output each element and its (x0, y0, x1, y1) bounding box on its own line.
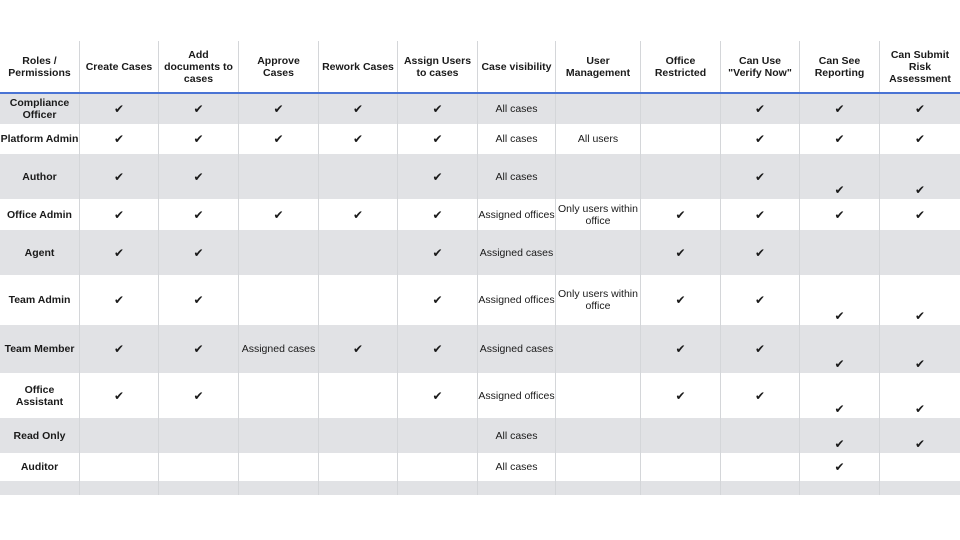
checkmark-icon: ✔ (398, 154, 478, 199)
checkmark-icon: ✔ (319, 94, 398, 124)
table-cell (641, 453, 721, 481)
checkmark-icon: ✔ (914, 102, 926, 116)
checkmark-icon: ✔ (721, 199, 800, 230)
checkmark-icon: ✔ (800, 373, 880, 418)
table-row (0, 230, 960, 275)
checkmark-icon: ✔ (398, 124, 478, 154)
role-name: Office Assistant (0, 373, 80, 418)
table-cell: All cases (478, 453, 556, 481)
table-row (0, 325, 960, 373)
table-cell (239, 230, 319, 275)
checkmark-icon: ✔ (800, 275, 880, 325)
table-cell (239, 275, 319, 325)
table-cell (641, 418, 721, 453)
table-row (0, 275, 960, 325)
table-row (0, 373, 960, 418)
table-cell (239, 418, 319, 453)
table-cell (556, 418, 641, 453)
table-cell (239, 154, 319, 199)
table-cell (319, 418, 398, 453)
table-row (0, 418, 960, 453)
table-cell: Assigned cases (239, 325, 319, 373)
checkmark-icon: ✔ (239, 94, 319, 124)
checkmark-icon: ✔ (398, 230, 478, 275)
table-cell: Assigned cases (478, 230, 556, 275)
table-cell (800, 481, 880, 495)
table-cell (721, 453, 800, 481)
column-header: Approve Cases (239, 41, 319, 92)
table-cell (159, 481, 239, 495)
role-name: Read Only (0, 418, 80, 453)
table-cell (721, 481, 800, 495)
table-cell (880, 481, 960, 495)
table-cell (398, 453, 478, 481)
checkmark-icon: ✔ (398, 325, 478, 373)
checkmark-icon: ✔ (159, 275, 239, 325)
checkmark-icon: ✔ (80, 230, 159, 275)
checkmark-icon: ✔ (80, 94, 159, 124)
table-cell (159, 453, 239, 481)
table-cell (641, 154, 721, 199)
table-cell (556, 154, 641, 199)
column-header: Can Submit Risk Assessment (889, 48, 951, 85)
checkmark-icon: ✔ (721, 373, 800, 418)
role-name: Platform Admin (0, 124, 80, 154)
checkmark-icon: ✔ (914, 132, 926, 146)
checkmark-icon: ✔ (159, 325, 239, 373)
checkmark-icon: ✔ (319, 325, 398, 373)
checkmark-icon: ✔ (800, 199, 880, 230)
table-cell (880, 230, 960, 275)
checkmark-icon: ✔ (721, 275, 800, 325)
table-cell (556, 230, 641, 275)
checkmark-icon: ✔ (398, 373, 478, 418)
table-cell (159, 418, 239, 453)
table-cell (721, 418, 800, 453)
column-header: User Management (556, 41, 641, 92)
checkmark-icon: ✔ (914, 437, 926, 451)
table-cell (80, 418, 159, 453)
checkmark-icon: ✔ (159, 94, 239, 124)
table-row (0, 453, 960, 481)
column-header: Roles / Permissions (0, 41, 80, 92)
checkmark-icon: ✔ (800, 94, 880, 124)
checkmark-icon: ✔ (80, 325, 159, 373)
checkmark-icon: ✔ (239, 124, 319, 154)
checkmark-icon: ✔ (159, 199, 239, 230)
column-header: Create Cases (80, 41, 159, 92)
table-row (0, 124, 960, 154)
checkmark-icon: ✔ (800, 124, 880, 154)
checkmark-icon: ✔ (914, 357, 926, 371)
table-cell (239, 373, 319, 418)
checkmark-icon: ✔ (398, 275, 478, 325)
checkmark-icon: ✔ (159, 154, 239, 199)
table-row (0, 199, 960, 230)
table-cell (556, 94, 641, 124)
table-cell (641, 124, 721, 154)
permissions-table (0, 41, 960, 495)
column-header: Case visibility (478, 41, 556, 92)
table-cell (880, 453, 960, 481)
column-header: Can Use "Verify Now" (721, 41, 800, 92)
checkmark-icon: ✔ (641, 373, 721, 418)
table-cell (641, 481, 721, 495)
table-cell (398, 481, 478, 495)
checkmark-icon: ✔ (159, 124, 239, 154)
checkmark-icon: ✔ (398, 94, 478, 124)
column-header: Can See Reporting (800, 41, 880, 92)
checkmark-icon: ✔ (80, 199, 159, 230)
checkmark-icon: ✔ (721, 124, 800, 154)
role-name: Compliance Officer (0, 94, 80, 124)
checkmark-icon: ✔ (80, 154, 159, 199)
table-row (0, 154, 960, 199)
checkmark-icon: ✔ (319, 199, 398, 230)
table-cell (319, 230, 398, 275)
column-header: Office Restricted (641, 41, 721, 92)
checkmark-icon: ✔ (319, 124, 398, 154)
table-cell (319, 275, 398, 325)
checkmark-icon: ✔ (80, 275, 159, 325)
table-cell (80, 481, 159, 495)
checkmark-icon: ✔ (641, 230, 721, 275)
role-name: Team Admin (0, 275, 80, 325)
checkmark-icon: ✔ (800, 154, 880, 199)
checkmark-icon: ✔ (914, 207, 926, 222)
table-header-row (0, 41, 960, 94)
table-cell (319, 154, 398, 199)
checkmark-icon: ✔ (80, 124, 159, 154)
table-cell (319, 481, 398, 495)
checkmark-icon: ✔ (641, 325, 721, 373)
table-cell: Only users within office (556, 199, 641, 230)
table-row (0, 481, 960, 495)
checkmark-icon: ✔ (721, 230, 800, 275)
table-cell: Assigned offices (478, 373, 556, 418)
checkmark-icon: ✔ (914, 309, 926, 323)
checkmark-icon: ✔ (641, 275, 721, 325)
table-row (0, 94, 960, 124)
table-cell (239, 481, 319, 495)
role-name (0, 481, 80, 495)
checkmark-icon: ✔ (641, 199, 721, 230)
table-cell: All cases (478, 154, 556, 199)
table-cell (556, 453, 641, 481)
table-cell: All users (556, 124, 641, 154)
table-cell: Assigned offices (478, 275, 556, 325)
table-cell: Assigned offices (478, 199, 556, 230)
table-cell (641, 94, 721, 124)
checkmark-icon: ✔ (914, 402, 926, 416)
checkmark-icon: ✔ (914, 183, 926, 197)
checkmark-icon: ✔ (800, 453, 880, 481)
table-cell (800, 230, 880, 275)
checkmark-icon: ✔ (80, 373, 159, 418)
column-header: Add documents to cases (159, 41, 239, 92)
checkmark-icon: ✔ (398, 199, 478, 230)
table-cell (556, 325, 641, 373)
checkmark-icon: ✔ (721, 154, 800, 199)
column-header: Assign Users to cases (398, 41, 478, 92)
table-cell (478, 481, 556, 495)
table-cell (398, 418, 478, 453)
checkmark-icon: ✔ (800, 418, 880, 453)
column-header: Rework Cases (319, 41, 398, 92)
checkmark-icon: ✔ (159, 230, 239, 275)
table-cell (239, 453, 319, 481)
table-body (0, 94, 960, 495)
checkmark-icon: ✔ (721, 325, 800, 373)
role-name: Office Admin (0, 199, 80, 230)
checkmark-icon: ✔ (239, 199, 319, 230)
role-name: Author (0, 154, 80, 199)
checkmark-icon: ✔ (721, 94, 800, 124)
checkmark-icon: ✔ (800, 325, 880, 373)
table-cell: All cases (478, 418, 556, 453)
table-cell (319, 373, 398, 418)
table-cell: Only users within office (556, 275, 641, 325)
checkmark-icon: ✔ (159, 373, 239, 418)
table-cell (319, 453, 398, 481)
role-name: Auditor (0, 453, 80, 481)
table-cell: All cases (478, 94, 556, 124)
table-cell: Assigned cases (478, 325, 556, 373)
role-name: Team Member (0, 325, 80, 373)
role-name: Agent (0, 230, 80, 275)
table-cell (556, 373, 641, 418)
table-cell (556, 481, 641, 495)
table-cell (80, 453, 159, 481)
table-cell: All cases (478, 124, 556, 154)
